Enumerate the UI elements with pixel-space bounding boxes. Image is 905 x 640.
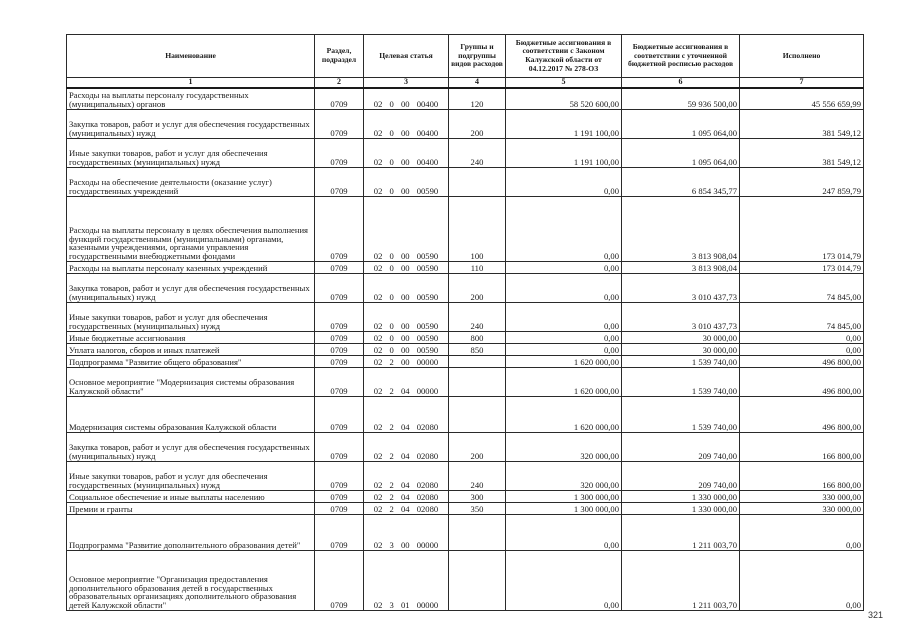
row-executed-amount: 0,00 <box>740 332 864 344</box>
row-name: Основное мероприятие "Организация предоставления дополнительного образования детей в государственных образовательных организациях дополнительного образования детей Калужской области" <box>67 551 315 611</box>
header-target: Целевая статья <box>364 35 449 78</box>
row-section: 0709 <box>315 197 364 262</box>
row-target: 02 0 00 00400 <box>364 88 449 110</box>
row-group <box>449 368 506 397</box>
row-group <box>449 551 506 611</box>
column-number: 5 <box>506 78 622 89</box>
row-law-amount: 0,00 <box>506 197 622 262</box>
row-revised-amount: 30 000,00 <box>622 332 740 344</box>
table-row <box>67 197 864 262</box>
row-revised-amount: 1 539 740,00 <box>622 397 740 433</box>
row-name: Подпрограмма "Развитие общего образования" <box>67 356 315 368</box>
row-executed-amount: 0,00 <box>740 515 864 551</box>
row-target: 02 2 04 02080 <box>364 462 449 491</box>
row-executed-amount: 496 800,00 <box>740 356 864 368</box>
row-group: 850 <box>449 344 506 356</box>
column-number: 4 <box>449 78 506 89</box>
table-row <box>67 368 864 397</box>
row-revised-amount: 3 010 437,73 <box>622 303 740 332</box>
row-section: 0709 <box>315 332 364 344</box>
row-section: 0709 <box>315 168 364 197</box>
row-executed-amount: 381 549,12 <box>740 110 864 139</box>
header-revised-allocations: Бюджетные ассигнования в соответствии с уточненной бюджетной росписью расходов <box>622 35 740 78</box>
row-law-amount: 0,00 <box>506 168 622 197</box>
row-law-amount: 0,00 <box>506 515 622 551</box>
row-revised-amount: 1 330 000,00 <box>622 491 740 503</box>
row-law-amount: 0,00 <box>506 551 622 611</box>
row-group: 300 <box>449 491 506 503</box>
row-section: 0709 <box>315 139 364 168</box>
row-executed-amount: 74 845,00 <box>740 303 864 332</box>
row-executed-amount: 166 800,00 <box>740 462 864 491</box>
row-section: 0709 <box>315 262 364 274</box>
row-revised-amount: 1 211 003,70 <box>622 551 740 611</box>
header-groups: Группы и подгруппы видов расходов <box>449 35 506 78</box>
row-revised-amount: 1 211 003,70 <box>622 515 740 551</box>
page-number: 321 <box>868 610 884 620</box>
row-section: 0709 <box>315 433 364 462</box>
row-section: 0709 <box>315 356 364 368</box>
row-executed-amount: 166 800,00 <box>740 433 864 462</box>
table-row <box>67 462 864 491</box>
row-law-amount: 1 620 000,00 <box>506 368 622 397</box>
row-law-amount: 0,00 <box>506 262 622 274</box>
row-name: Расходы на выплаты персоналу казенных учреждений <box>67 262 315 274</box>
row-name: Расходы на обеспечение деятельности (оказание услуг) государственных учреждений <box>67 168 315 197</box>
row-group: 240 <box>449 303 506 332</box>
table-row <box>67 551 864 611</box>
row-name: Иные бюджетные ассигнования <box>67 332 315 344</box>
row-group: 240 <box>449 462 506 491</box>
row-target: 02 0 00 00590 <box>364 197 449 262</box>
table-row <box>67 332 864 344</box>
column-number: 7 <box>740 78 864 89</box>
header-name: Наименование <box>67 35 315 78</box>
row-target: 02 2 04 02080 <box>364 503 449 515</box>
row-executed-amount: 381 549,12 <box>740 139 864 168</box>
row-target: 02 0 00 00590 <box>364 262 449 274</box>
table-row <box>67 515 864 551</box>
column-number-row <box>67 78 864 89</box>
row-revised-amount: 3 813 908,04 <box>622 197 740 262</box>
row-law-amount: 0,00 <box>506 344 622 356</box>
row-name: Расходы на выплаты персоналу государственных (муниципальных) органов <box>67 88 315 110</box>
row-group <box>449 168 506 197</box>
header-section: Раздел, подраздел <box>315 35 364 78</box>
row-law-amount: 1 300 000,00 <box>506 491 622 503</box>
table-row <box>67 344 864 356</box>
table-row <box>67 139 864 168</box>
row-target: 02 2 04 02080 <box>364 397 449 433</box>
row-executed-amount: 330 000,00 <box>740 491 864 503</box>
row-law-amount: 1 191 100,00 <box>506 139 622 168</box>
row-name: Расходы на выплаты персоналу в целях обеспечения выполнения функций государственными (муниципальными) органами, казенными учреждениями, органами управления государственными внебюджетными фондами <box>67 197 315 262</box>
row-revised-amount: 1 539 740,00 <box>622 356 740 368</box>
row-group <box>449 356 506 368</box>
row-law-amount: 320 000,00 <box>506 462 622 491</box>
row-target: 02 2 00 00000 <box>364 356 449 368</box>
row-revised-amount: 3 010 437,73 <box>622 274 740 303</box>
row-target: 02 2 04 02080 <box>364 433 449 462</box>
row-law-amount: 1 620 000,00 <box>506 356 622 368</box>
table-row <box>67 433 864 462</box>
row-name: Иные закупки товаров, работ и услуг для обеспечения государственных (муниципальных) нужд <box>67 139 315 168</box>
row-target: 02 2 04 00000 <box>364 368 449 397</box>
row-executed-amount: 173 014,79 <box>740 197 864 262</box>
column-number: 2 <box>315 78 364 89</box>
row-executed-amount: 496 800,00 <box>740 397 864 433</box>
row-group <box>449 515 506 551</box>
row-name: Социальное обеспечение и иные выплаты населению <box>67 491 315 503</box>
column-number: 6 <box>622 78 740 89</box>
row-name: Премии и гранты <box>67 503 315 515</box>
row-law-amount: 1 300 000,00 <box>506 503 622 515</box>
row-executed-amount: 173 014,79 <box>740 262 864 274</box>
row-target: 02 0 00 00400 <box>364 110 449 139</box>
row-revised-amount: 1 095 064,00 <box>622 139 740 168</box>
row-group: 200 <box>449 433 506 462</box>
row-section: 0709 <box>315 274 364 303</box>
table-row <box>67 110 864 139</box>
row-section: 0709 <box>315 344 364 356</box>
row-law-amount: 0,00 <box>506 303 622 332</box>
row-revised-amount: 6 854 345,77 <box>622 168 740 197</box>
row-target: 02 0 00 00590 <box>364 168 449 197</box>
row-group: 100 <box>449 197 506 262</box>
row-name: Закупка товаров, работ и услуг для обеспечения государственных (муниципальных) нужд <box>67 433 315 462</box>
row-target: 02 0 00 00590 <box>364 274 449 303</box>
row-section: 0709 <box>315 503 364 515</box>
row-law-amount: 1 620 000,00 <box>506 397 622 433</box>
row-group: 200 <box>449 274 506 303</box>
row-revised-amount: 209 740,00 <box>622 433 740 462</box>
table-header-row <box>67 35 864 78</box>
table-row <box>67 356 864 368</box>
row-executed-amount: 330 000,00 <box>740 503 864 515</box>
row-section: 0709 <box>315 462 364 491</box>
row-group <box>449 397 506 433</box>
row-law-amount: 0,00 <box>506 332 622 344</box>
row-name: Иные закупки товаров, работ и услуг для обеспечения государственных (муниципальных) нужд <box>67 462 315 491</box>
row-name: Закупка товаров, работ и услуг для обеспечения государственных (муниципальных) нужд <box>67 274 315 303</box>
row-section: 0709 <box>315 88 364 110</box>
row-law-amount: 320 000,00 <box>506 433 622 462</box>
row-law-amount: 58 520 600,00 <box>506 88 622 110</box>
row-group: 110 <box>449 262 506 274</box>
table-row <box>67 397 864 433</box>
row-name: Подпрограмма "Развитие дополнительного образования детей" <box>67 515 315 551</box>
row-revised-amount: 1 095 064,00 <box>622 110 740 139</box>
row-target: 02 2 04 02080 <box>364 491 449 503</box>
row-revised-amount: 3 813 908,04 <box>622 262 740 274</box>
row-revised-amount: 209 740,00 <box>622 462 740 491</box>
row-section: 0709 <box>315 303 364 332</box>
row-section: 0709 <box>315 110 364 139</box>
row-target: 02 3 01 00000 <box>364 551 449 611</box>
row-target: 02 0 00 00590 <box>364 344 449 356</box>
row-revised-amount: 1 539 740,00 <box>622 368 740 397</box>
column-number: 3 <box>364 78 449 89</box>
row-group: 800 <box>449 332 506 344</box>
header-law-allocations: Бюджетные ассигнования в соответствии с Законом Калужской области от 04.12.2017 № 278-ОЗ <box>506 35 622 78</box>
row-target: 02 0 00 00590 <box>364 332 449 344</box>
row-section: 0709 <box>315 551 364 611</box>
row-executed-amount: 496 800,00 <box>740 368 864 397</box>
budget-execution-table <box>66 34 864 611</box>
row-group: 120 <box>449 88 506 110</box>
row-name: Основное мероприятие "Модернизация системы образования Калужской области" <box>67 368 315 397</box>
row-section: 0709 <box>315 368 364 397</box>
row-section: 0709 <box>315 397 364 433</box>
row-executed-amount: 45 556 659,99 <box>740 88 864 110</box>
row-executed-amount: 0,00 <box>740 551 864 611</box>
row-name: Уплата налогов, сборов и иных платежей <box>67 344 315 356</box>
table-row <box>67 503 864 515</box>
row-group: 200 <box>449 110 506 139</box>
row-section: 0709 <box>315 515 364 551</box>
row-revised-amount: 30 000,00 <box>622 344 740 356</box>
row-name: Закупка товаров, работ и услуг для обеспечения государственных (муниципальных) нужд <box>67 110 315 139</box>
table-body <box>67 88 864 611</box>
header-executed: Исполнено <box>740 35 864 78</box>
row-name: Иные закупки товаров, работ и услуг для обеспечения государственных (муниципальных) нужд <box>67 303 315 332</box>
row-law-amount: 1 191 100,00 <box>506 110 622 139</box>
row-target: 02 3 00 00000 <box>364 515 449 551</box>
table-row <box>67 262 864 274</box>
table-row <box>67 88 864 110</box>
row-target: 02 0 00 00400 <box>364 139 449 168</box>
row-revised-amount: 1 330 000,00 <box>622 503 740 515</box>
row-name: Модернизация системы образования Калужской области <box>67 397 315 433</box>
table-row <box>67 274 864 303</box>
table-row <box>67 303 864 332</box>
row-executed-amount: 74 845,00 <box>740 274 864 303</box>
row-section: 0709 <box>315 491 364 503</box>
row-executed-amount: 0,00 <box>740 344 864 356</box>
row-target: 02 0 00 00590 <box>364 303 449 332</box>
row-executed-amount: 247 859,79 <box>740 168 864 197</box>
column-number: 1 <box>67 78 315 89</box>
row-revised-amount: 59 936 500,00 <box>622 88 740 110</box>
table-row <box>67 168 864 197</box>
row-group: 350 <box>449 503 506 515</box>
table-row <box>67 491 864 503</box>
row-group: 240 <box>449 139 506 168</box>
row-law-amount: 0,00 <box>506 274 622 303</box>
